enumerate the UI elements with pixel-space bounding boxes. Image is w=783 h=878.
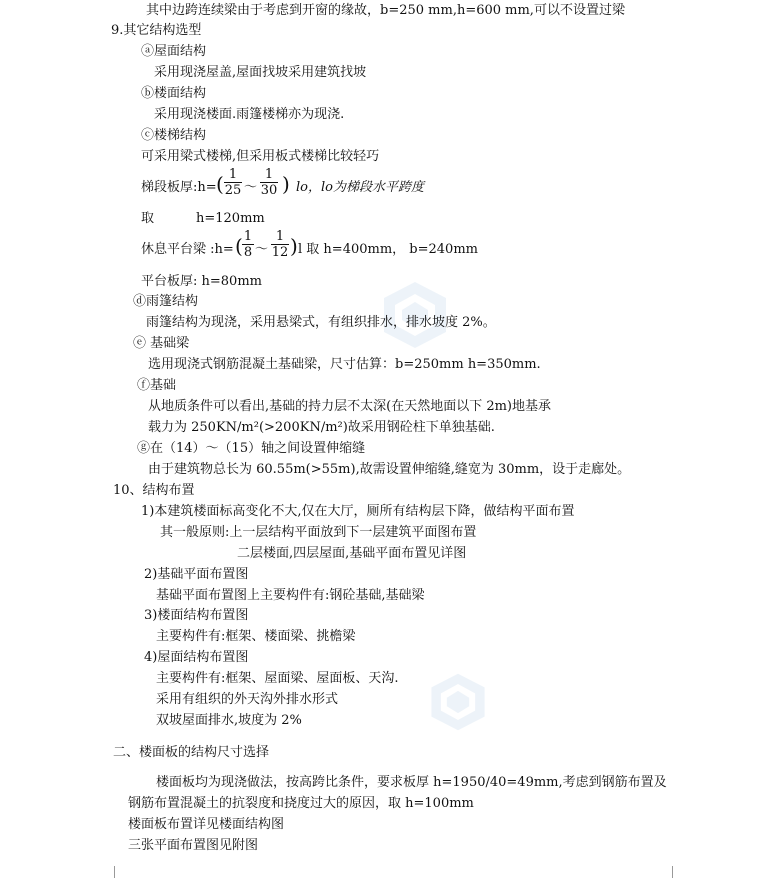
text-line: h=120mm: [196, 211, 265, 226]
fraction-denominator: 30: [260, 183, 278, 198]
chapter-heading: 二、楼面板的结构尺寸选择: [113, 745, 270, 760]
text-line: 双坡屋面排水,坡度为 2%: [156, 713, 302, 728]
text-line: 其一般原则:上一层结构平面放到下一层建筑平面图布置: [160, 525, 477, 540]
subsection-heading: ⓐ屋面结构: [141, 44, 207, 59]
section-heading: 9.其它结构选型: [111, 23, 202, 38]
fraction-denominator: 12: [271, 245, 289, 260]
fraction-numerator: 1: [275, 229, 285, 244]
subsection-heading: ⓕ基础: [137, 378, 177, 393]
subsection-heading: 3)楼面结构布置图: [144, 608, 249, 623]
subsection-heading: ⓓ雨篷结构: [133, 294, 199, 309]
crop-mark-bottom-left: [102, 866, 115, 878]
fraction-1-8: [242, 229, 254, 260]
text-line: 1)本建筑楼面标高变化不大,仅在大厅，厕所有结构层下降，做结构平面布置: [141, 504, 575, 519]
text-line: 其中边跨连续梁由于考虑到开窗的缘故，b=250 mm,h=600 mm,可以不设置过梁: [146, 3, 625, 18]
text-line: 基础平面布置图上主要构件有:钢砼基础,基础梁: [156, 588, 425, 603]
fraction-1-12: [271, 229, 289, 260]
subsection-heading: ⓖ在（14）～（15）轴之间设置伸缩缝: [137, 441, 366, 456]
subsection-heading: ⓔ 基础梁: [133, 336, 190, 351]
text-line: 二层楼面,四层屋面,基础平面布置见详图: [237, 546, 467, 561]
text-line: 载力为 250KN/m²(>200KN/m²)故采用钢砼柱下单独基础.: [148, 420, 495, 435]
subsection-heading: 2)基础平面布置图: [144, 567, 249, 582]
text-line: 钢筋布置混凝土的抗裂度和挠度过大的原因，取 h=100mm: [128, 796, 474, 811]
watermark-logo-bottom: [428, 672, 488, 736]
fraction-denominator: 8: [243, 245, 253, 260]
fraction-1-25: [224, 167, 242, 198]
text-line: 采用现浇楼面.雨篷楼梯亦为现浇.: [154, 107, 345, 122]
formula-tail: lo，lo为梯段水平跨度: [296, 180, 424, 195]
subsection-heading: ⓑ楼面结构: [141, 86, 207, 101]
fraction-1-30: [260, 167, 278, 198]
text-line: 雨篷结构为现浇，采用悬梁式，有组织排水，排水坡度 2%。: [146, 315, 496, 330]
formula-paren-close: ): [282, 172, 290, 196]
crop-mark-bottom-right: [672, 866, 685, 878]
section-heading: 10、结构布置: [113, 483, 195, 498]
fraction-numerator: 1: [228, 167, 238, 182]
text-line: 采用有组织的外天沟外排水形式: [156, 692, 339, 707]
formula-tail: l 取 h=400mm， b=240mm: [298, 242, 478, 257]
fraction-denominator: 25: [224, 183, 242, 198]
formula-paren-close: ): [290, 234, 298, 258]
text-line: 可采用梁式楼梯,但采用板式楼梯比较轻巧: [141, 149, 380, 164]
text-line: 楼面板均为现浇做法，按高跨比条件，要求板厚 h=1950/40=49mm,考虑到钢筋布置及: [156, 775, 667, 790]
formula-label: 梯段板厚:h=: [141, 180, 217, 195]
text-line: 平台板厚: h=80mm: [141, 274, 262, 289]
text-line: 从地质条件可以看出,基础的持力层不太深(在天然地面以下 2m)地基承: [148, 399, 552, 414]
tilde-sign: ～: [255, 242, 269, 257]
text-line: 采用现浇屋盖,屋面找坡采用建筑找坡: [154, 65, 367, 80]
formula-label: 休息平台梁 :h=: [141, 242, 234, 257]
text-line: 主要构件有:框架、楼面梁、挑檐梁: [156, 629, 356, 644]
tilde-sign: ～: [244, 180, 258, 195]
formula-paren-open: (: [216, 172, 224, 196]
text-line: 三张平面布置图见附图: [128, 838, 259, 853]
formula-paren-open: (: [235, 234, 243, 258]
text-line: 由于建筑物总长为 60.55m(>55m),故需设置伸缩缝,缝宽为 30mm，设于走廊处。: [148, 462, 631, 477]
text-line: 取: [141, 211, 155, 226]
fraction-numerator: 1: [264, 167, 274, 182]
subsection-heading: 4)屋面结构布置图: [144, 650, 249, 665]
subsection-heading: ⓒ楼梯结构: [141, 128, 207, 143]
text-line: 主要构件有:框架、屋面梁、屋面板、天沟.: [156, 671, 399, 686]
text-line: 选用现浇式钢筋混凝土基础梁，尺寸估算：b=250mm h=350mm.: [148, 357, 541, 372]
fraction-numerator: 1: [243, 229, 253, 244]
text-line: 楼面板布置详见楼面结构图: [128, 817, 285, 832]
